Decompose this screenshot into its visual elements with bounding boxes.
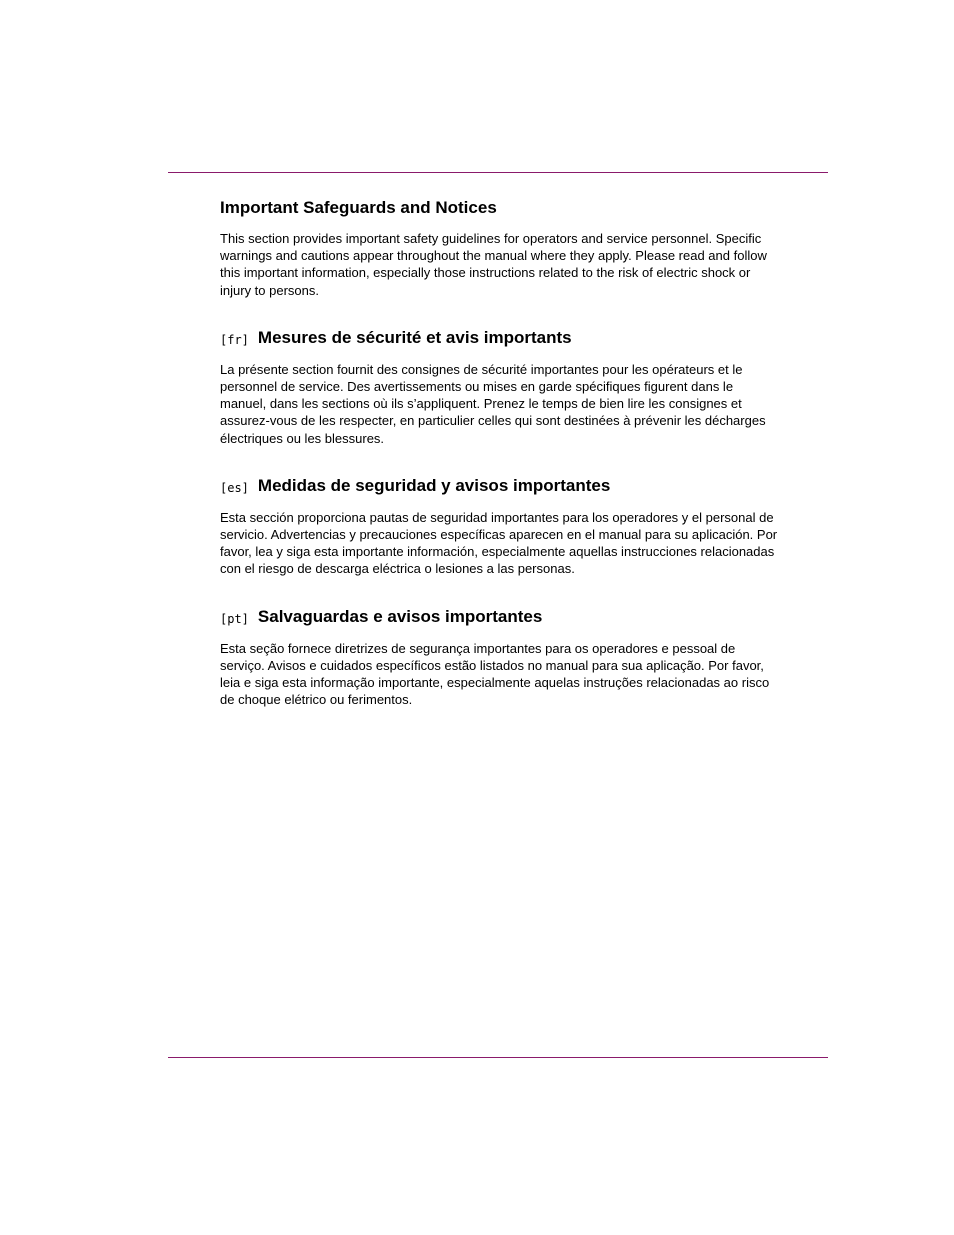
section-heading <box>220 197 780 219</box>
section-heading <box>220 327 780 350</box>
section-spanish <box>220 475 780 578</box>
section-portuguese <box>220 606 780 709</box>
section-title: Salvaguardas e avisos importantes <box>257 606 543 626</box>
language-tag: [es] <box>220 480 249 495</box>
section-french <box>220 327 780 447</box>
section-body: Esta seção fornece diretrizes de segurança importantes para os operadores e pessoal de serviço. Avisos e cuidados específicos estão listados no manual para sua aplicação. Por favor, leia e siga esta informação importante, especialmente aquelas instruções relacionadas ao risco de choque elétrico ou ferimentos. <box>220 640 770 708</box>
document-content <box>220 197 780 708</box>
section-english <box>220 197 780 299</box>
section-heading <box>220 606 780 629</box>
section-title: Mesures de sécurité et avis importants <box>257 327 572 347</box>
section-title: Important Safeguards and Notices <box>220 198 497 217</box>
section-heading <box>220 475 780 498</box>
section-body: Esta sección proporciona pautas de seguridad importantes para los operadores y el personal de servicio. Advertencias y precauciones específicas aparecen en el manual para su aplicación. Por favor, lea y siga esta importante información, especialmente aquellas instrucciones relacionadas con el riesgo de descarga eléctrica o lesiones a las personas. <box>220 509 778 577</box>
section-title: Medidas de seguridad y avisos importantes <box>257 475 611 495</box>
footer-rule <box>168 1057 828 1058</box>
language-tag: [fr] <box>220 332 249 347</box>
language-tag: [pt] <box>220 611 249 626</box>
header-rule <box>168 172 828 173</box>
section-body: This section provides important safety guidelines for operators and service personnel. Specific warnings and cautions appear throughout the manual where they apply. Please read and follow this important information, especially those instructions related to the risk of electric shock or injury to persons. <box>220 231 767 298</box>
section-body: La présente section fournit des consignes de sécurité importantes pour les opérateurs et le personnel de service. Des avertissements ou mises en garde spécifiques figurent dans le manuel, dans les sections où ils s’appliquent. Prenez le temps de bien lire les consignes et assurez-vous de les respecter, en particulier celles qui sont destinées à prévenir les décharges électriques ou les blessures. <box>220 361 766 446</box>
